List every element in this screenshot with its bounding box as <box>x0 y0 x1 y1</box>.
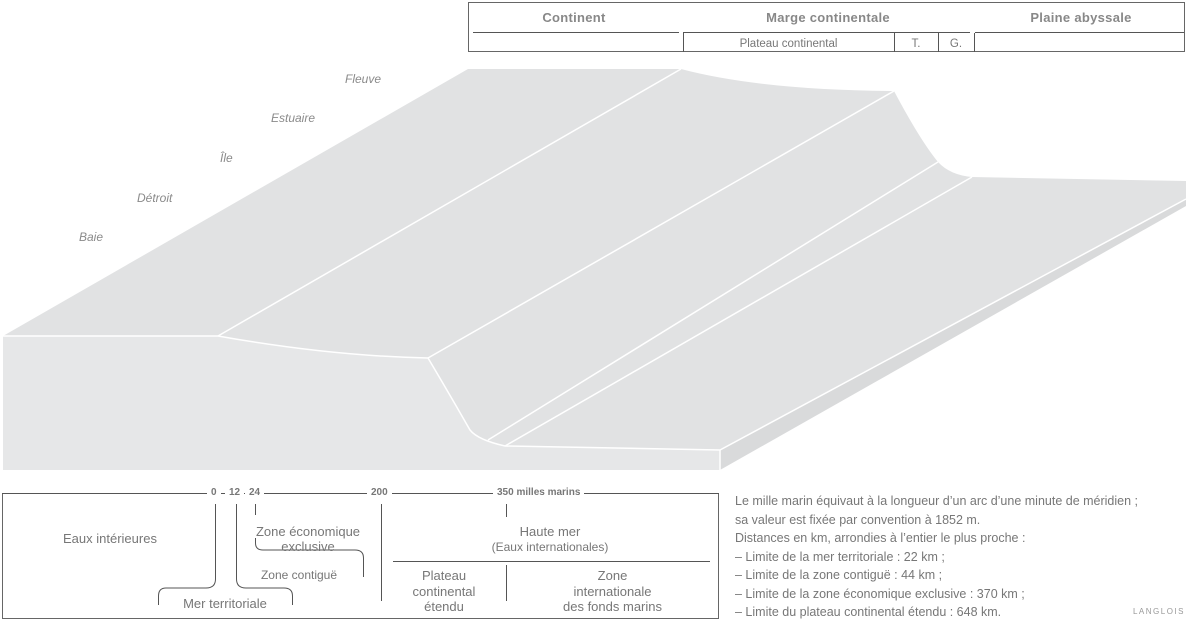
credit-langlois: LANGLOIS <box>1132 607 1185 616</box>
zone-plateau-line2: continental <box>412 584 476 599</box>
zone-plateau-line1: Plateau <box>421 568 467 583</box>
marker-line-12 <box>237 504 293 605</box>
scale-tick-350: 350 milles marins <box>493 487 584 498</box>
label-baie: Baie <box>79 230 104 244</box>
header-plaine-abyssale: Plaine abyssale <box>1030 10 1132 25</box>
label-estuaire: Estuaire <box>271 111 316 125</box>
zone-mer-territoriale: Mer territoriale <box>183 596 267 611</box>
label-ile: Île <box>220 151 233 165</box>
zone-eaux-interieures: Eaux intérieures <box>63 531 157 546</box>
note-line: sa valeur est fixée par convention à 1852 m. <box>735 512 981 527</box>
zone-fonds-line2: internationale <box>573 584 652 599</box>
scale-tick-12: 12 <box>225 487 244 498</box>
zone-plateau-line3: étendu <box>424 599 464 614</box>
scale-tick-24: 24 <box>245 487 264 498</box>
header-talus: T. <box>911 38 921 50</box>
header-plateau-continental: Plateau continental <box>739 38 838 50</box>
zone-contigue: Zone contiguë <box>260 568 338 582</box>
header-continent: Continent <box>542 10 606 25</box>
scale-tick-0: 0 <box>207 487 221 498</box>
note-line: – Limite de la mer territoriale : 22 km ; <box>735 549 945 564</box>
zone-fonds-line3: des fonds marins <box>563 599 662 614</box>
label-fleuve: Fleuve <box>345 72 382 86</box>
note-line: Distances en km, arrondies à l’entier le plus proche : <box>735 531 1026 545</box>
note-line: – Limite de la zone contiguë : 44 km ; <box>735 568 943 582</box>
note-line: – Limite de la zone économique exclusive : 370 km ; <box>735 586 1025 601</box>
zone-zee-line2: exclusive <box>281 539 335 554</box>
header-glacis: G. <box>949 38 963 50</box>
marker-line-0 <box>159 504 216 605</box>
note-line: – Limite du plateau continental étendu : 648 km. <box>735 605 1002 619</box>
zone-fonds-line1: Zone <box>597 568 628 583</box>
zone-zee-line1: Zone économique <box>255 524 361 539</box>
notes-block <box>735 492 1187 622</box>
zone-haute-mer: Haute mer <box>519 524 581 539</box>
scale-tick-200: 200 <box>367 487 392 498</box>
zone-eaux-internationales: (Eaux internationales) <box>491 540 609 554</box>
zones-top-rule <box>2 493 719 494</box>
note-line: Le mille marin équivaut à la longueur d’un arc d’une minute de méridien ; <box>735 494 1139 508</box>
header-marge-continentale: Marge continentale <box>766 10 890 25</box>
label-detroit: Détroit <box>137 191 173 205</box>
